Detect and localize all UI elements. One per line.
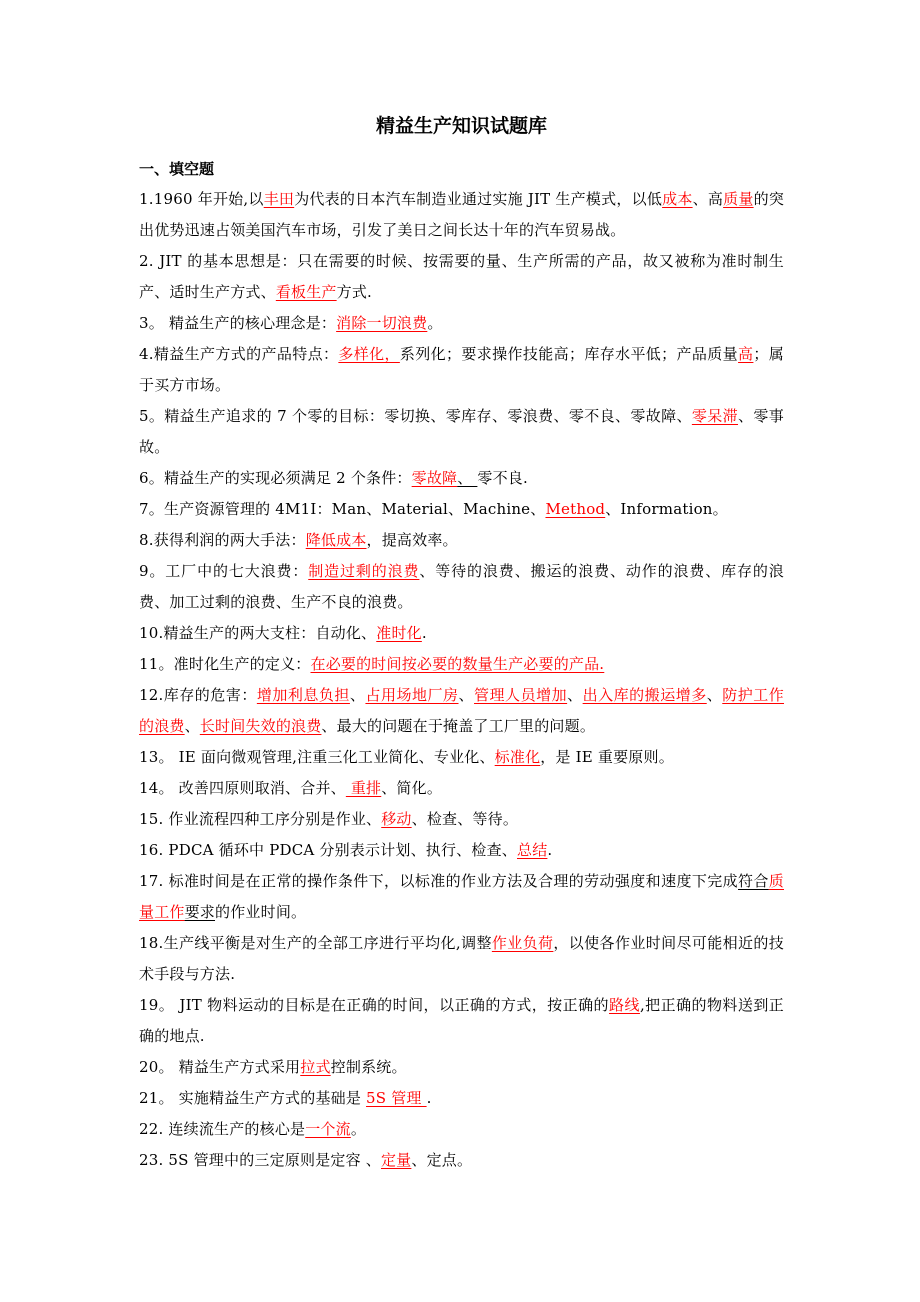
- question-text: 、最大的问题在于掩盖了工厂里的问题。: [321, 717, 596, 735]
- question-item: [139, 525, 784, 556]
- question-text: ,把正确的物料送到正确的地点.: [139, 996, 784, 1045]
- answer-text: 零呆滞: [691, 407, 739, 425]
- question-text: 9。工厂中的七大浪费：: [139, 562, 309, 580]
- question-text: ；属于买方市场。: [139, 345, 784, 394]
- answer-text: 降低成本: [305, 531, 367, 549]
- question-item: [139, 773, 784, 804]
- question-item: [139, 184, 784, 246]
- question-text: 21。 实施精益生产方式的基础是: [139, 1089, 367, 1107]
- section-heading: 一、填空题: [139, 160, 215, 178]
- question-text: 4.精益生产方式的产品特点：: [139, 345, 339, 363]
- question-text: 、: [457, 469, 478, 487]
- answer-text: 路线: [609, 996, 640, 1014]
- question-text: 符合: [738, 872, 769, 890]
- question-text: 10.精益生产的两大支柱：自动化、: [139, 624, 377, 642]
- answer-text: 多样化，: [338, 345, 400, 363]
- question-text: 13。 IE 面向微观管理,注重三化工业简化、专业化、: [139, 748, 495, 766]
- question-item: [139, 680, 784, 742]
- answer-text: 准时化: [376, 624, 422, 642]
- question-item: [139, 990, 784, 1052]
- question-text: 20。 精益生产方式采用: [139, 1058, 301, 1076]
- answer-text: 质量工作: [139, 872, 784, 921]
- question-text: 、Information。: [605, 500, 728, 518]
- question-text: 、: [567, 686, 583, 704]
- question-item: [139, 742, 784, 773]
- question-text: 7。生产资源管理的 4M1I：Man、Material、Machine、: [139, 500, 546, 518]
- question-text: 。: [350, 1120, 367, 1138]
- question-item: [139, 463, 784, 494]
- question-item: [139, 1083, 784, 1114]
- answer-text: 质量: [723, 190, 754, 208]
- answer-text: 标准化: [494, 748, 541, 766]
- question-item: [139, 246, 784, 308]
- question-text: 为代表的日本汽车制造业通过实施 JIT 生产模式，以低: [294, 190, 663, 208]
- answer-text: 消除一切浪费: [336, 314, 428, 332]
- answer-text: 移动: [381, 810, 412, 828]
- question-text: 、: [184, 717, 200, 735]
- question-text: 的作业时间。: [215, 903, 307, 921]
- question-item: [139, 401, 784, 463]
- question-item: [139, 1114, 784, 1145]
- question-text: 零不良.: [477, 469, 528, 487]
- answer-text: 总结: [517, 841, 548, 859]
- question-item: [139, 618, 784, 649]
- question-text: 、等待的浪费、搬运的浪费、动作的浪费、库存的浪费、加工过剩的浪费、生产不良的浪费。: [139, 562, 784, 611]
- question-item: [139, 339, 784, 401]
- answer-text: 丰田: [263, 190, 295, 208]
- question-list: [139, 184, 784, 1176]
- question-text: ，是 IE 重要原则。: [540, 748, 674, 766]
- question-item: [139, 1052, 784, 1083]
- question-text: 控制系统。: [330, 1058, 407, 1076]
- question-text: ，提高效率。: [366, 531, 458, 549]
- answer-text: 在必要的时间按必要的数量生产必要的产品.: [310, 655, 605, 673]
- question-text: 19。 JIT 物料运动的目标是在正确的时间，以正确的方式，按正确的: [139, 996, 610, 1014]
- answer-text: 看板生产: [275, 283, 337, 301]
- question-text: 、高: [692, 190, 724, 208]
- answer-text: 零故障: [411, 469, 458, 487]
- answer-text: 制造过剩的浪费: [308, 562, 420, 580]
- question-text: 、简化。: [381, 779, 443, 797]
- question-text: 的突出优势迅速占领美国汽车市场，引发了美日之间长达十年的汽车贸易战。: [139, 190, 785, 239]
- question-text: 1.1960 年开始,以: [139, 190, 264, 208]
- question-text: 、: [458, 686, 475, 704]
- answer-text: 出入库的搬运增多: [582, 686, 707, 704]
- document-page: [139, 112, 784, 1176]
- question-text: 17. 标准时间是在正常的操作条件下，以标准的作业方法及合理的劳动强度和速度下完成: [139, 872, 739, 890]
- question-text: .: [421, 624, 427, 642]
- answer-text: 作业负荷: [491, 934, 554, 952]
- question-text: 8.获得利润的两大手法：: [139, 531, 306, 549]
- question-item: [139, 649, 784, 680]
- answer-text: 高: [738, 345, 754, 363]
- question-item: [139, 1145, 784, 1176]
- question-text: ，以使各作业时间尽可能相近的技术手段与方法.: [139, 934, 784, 983]
- question-text: 18.生产线平衡是对生产的全部工序进行平均化,调整: [139, 934, 492, 952]
- question-text: 要求: [184, 903, 216, 921]
- question-item: [139, 835, 784, 866]
- answer-text: 增加利息负担: [256, 686, 350, 704]
- question-item: [139, 556, 784, 618]
- answer-text: 成本: [662, 190, 693, 208]
- question-text: 方式.: [336, 283, 372, 301]
- question-text: 系列化；要求操作技能高；库存水平低；产品质量: [399, 345, 739, 363]
- question-text: 15. 作业流程四种工序分别是作业、: [139, 810, 382, 828]
- question-text: 22. 连续流生产的核心是: [139, 1120, 306, 1138]
- answer-text: 长时间失效的浪费: [199, 717, 322, 735]
- answer-text: 重排: [345, 779, 382, 797]
- question-item: [139, 308, 784, 339]
- question-text: 6。精益生产的实现必须满足 2 个条件：: [139, 469, 412, 487]
- question-text: 23. 5S 管理中的三定原则是定容 、: [139, 1151, 381, 1169]
- question-text: 、零事故。: [139, 407, 784, 456]
- question-text: 、检查、等待。: [411, 810, 519, 828]
- question-text: 12.库存的危害：: [139, 686, 257, 704]
- answer-text: 定量: [380, 1151, 412, 1169]
- question-text: 2. JIT 的基本思想是：只在需要的时候、按需要的量、生产所需的产品，故又被称为准时制生产、适时生产方式、: [139, 252, 784, 301]
- question-text: 11。准时化生产的定义：: [139, 655, 311, 673]
- question-text: 、: [349, 686, 366, 704]
- answer-text: 防护工作的浪费: [139, 686, 784, 735]
- question-text: 3。 精益生产的核心理念是：: [139, 314, 337, 332]
- question-text: 5。精益生产追求的 7 个零的目标：零切换、零库存、零浪费、零不良、零故障、: [139, 407, 692, 425]
- question-item: [139, 866, 784, 928]
- answer-text: 管理人员增加: [474, 686, 568, 704]
- question-item: [139, 494, 784, 525]
- question-item: [139, 804, 784, 835]
- question-text: 16. PDCA 循环中 PDCA 分别表示计划、执行、检查、: [139, 841, 517, 859]
- question-text: 、定点。: [411, 1151, 473, 1169]
- question-text: 、: [706, 686, 723, 704]
- answer-text: Method: [545, 500, 606, 518]
- answer-text: 占用场地厂房: [365, 686, 459, 704]
- answer-text: 5S 管理: [366, 1089, 427, 1107]
- question-text: .: [426, 1089, 432, 1107]
- question-text: 。: [427, 314, 443, 332]
- question-item: [139, 928, 784, 990]
- question-text: .: [547, 841, 553, 859]
- page-title: 精益生产知识试题库: [375, 115, 547, 137]
- question-text: 14。 改善四原则取消、合并、: [139, 779, 346, 797]
- answer-text: 一个流: [305, 1120, 351, 1138]
- answer-text: 拉式: [300, 1058, 331, 1076]
